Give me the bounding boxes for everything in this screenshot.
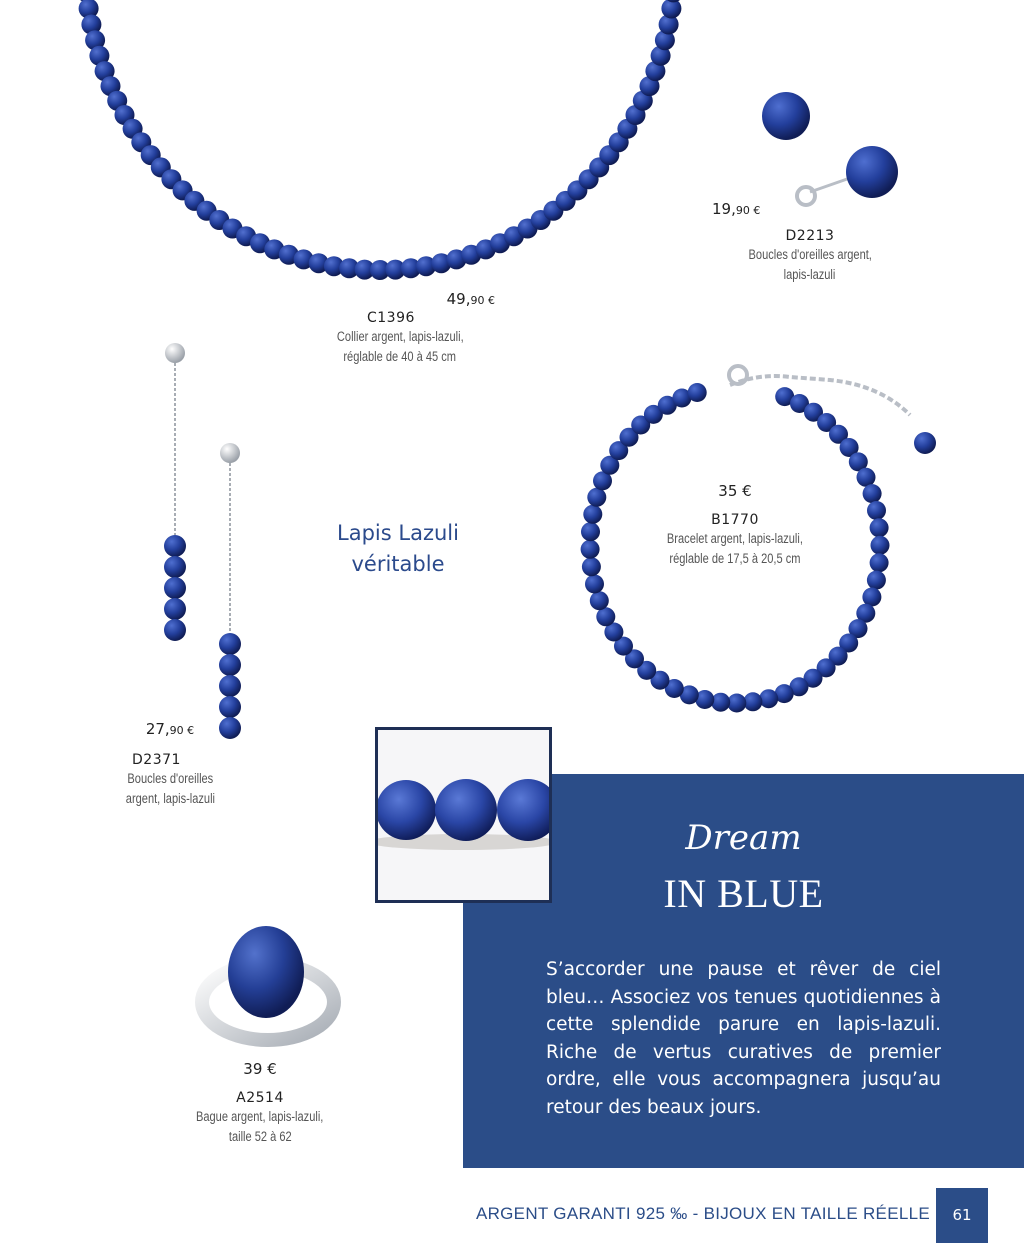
drop-earrings-price: 27,90 € [145,720,195,738]
drop-earrings-desc-line2: argent, lapis-lazuli [125,791,215,806]
panel-body-text: S’accorder une pause et rêver de ciel bleu… Associez vos tenues quotidiennes à cette splendide parure en lapis-lazuli. Riche de vertus curatives de premier ordre, elle vous accompagnera jusqu’au retour des beaux jours. [546,959,941,1118]
bracelet-bead [585,575,604,594]
bracelet-info [620,482,850,568]
bracelet-bead [743,692,762,711]
panel-title-script: Dream [685,818,802,858]
drop-earrings-info [100,720,240,808]
footer-text: ARGENT GARANTI 925 ‰ - BIJOUX EN TAILLE RÉELLE [475,1204,930,1223]
headline-line1: Lapis Lazuli [337,521,459,545]
necklace-desc-line2: réglable de 40 à 45 cm [343,349,457,364]
bracelet-bead [581,522,600,541]
bead-closeup-image [375,727,552,903]
bracelet-bead [870,518,889,537]
bracelet-bead [582,557,601,576]
bracelet-bead [587,488,606,507]
bracelet-bead [711,693,730,712]
stud-earrings-image [750,80,910,220]
ring-price: 39 € [243,1060,277,1078]
bracelet-bead [871,536,890,555]
drop-earrings-image [150,335,260,775]
stud-earrings-desc-line1: Boucles d'oreilles argent, [748,247,872,262]
bracelet-bead [862,588,881,607]
bracelet-desc-line1: Bracelet argent, lapis-lazuli, [667,531,803,546]
stud-earrings-desc-line2: lapis-lazuli [784,267,836,282]
ring-info [160,1060,360,1146]
ring-image [188,920,348,1050]
headline-line2: véritable [351,552,445,576]
bracelet-bead [870,553,889,572]
necklace-price: 49,90 € [446,290,495,308]
bracelet-bead [581,540,600,559]
lapis-headline [318,518,478,580]
bracelet-desc-line2: réglable de 17,5 à 20,5 cm [669,551,801,566]
ring-code: A2514 [236,1090,284,1106]
bracelet-bead [863,484,882,503]
bracelet-bead [857,468,876,487]
necklace-desc-line1: Collier argent, lapis-lazuli, [336,329,464,344]
bracelet-bead [590,591,609,610]
stud-earrings-price: 19,90 € [712,200,761,218]
bracelet-bead [759,689,778,708]
bracelet-bead [867,501,886,520]
drop-earrings-code: D2371 [132,752,181,768]
bracelet-bead [688,383,707,402]
bracelet-price: 35 € [718,482,752,500]
drop-earrings-desc-line1: Boucles d'oreilles [127,771,213,786]
ring-desc-line1: Bague argent, lapis-lazuli, [196,1109,324,1124]
bracelet-bead [867,571,886,590]
page-number: 61 [936,1188,988,1243]
stud-earrings-info [700,200,920,284]
necklace-code: C1396 [367,310,415,326]
bracelet-code: B1770 [711,512,759,528]
stud-earrings-code: D2213 [785,228,835,244]
necklace-info [300,290,500,366]
panel-title-caps: IN BLUE [663,871,824,916]
ring-desc-line2: taille 52 à 62 [228,1129,292,1144]
bracelet-bead [583,505,602,524]
